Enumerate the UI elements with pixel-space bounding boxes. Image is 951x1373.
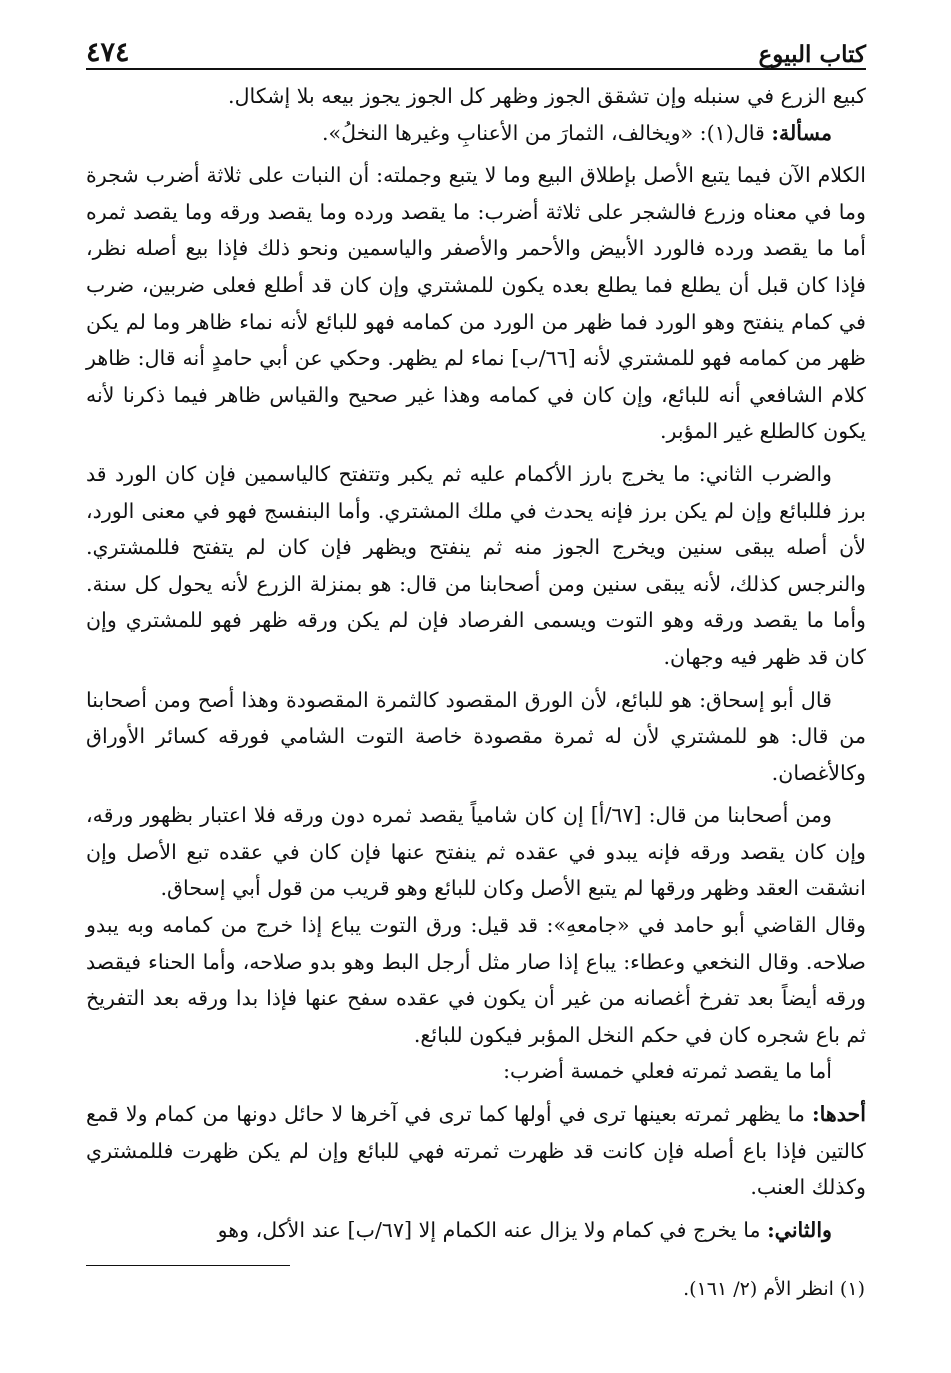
body-text bbox=[86, 78, 866, 1248]
paragraph bbox=[86, 682, 866, 792]
paragraph-lead: أحدها: bbox=[812, 1102, 866, 1127]
paragraph-text: والضرب الثاني: ما يخرج بارز الأكمام عليه ثم يكبر وتتفتح كالياسمين فإن كان الورد قد برز فللبائع وإن لم يكن برز فإنه يحدث في ملك المشتري. وأما البنفسج فهو في معنى الورد، لأن أصله يبقى سنين ويخرج الجوز منه ثم ينفتح ويظهر فإن كان لم يتفتح فللمشتري. والنرجس كذلك، لأنه يبقى سنين ومن أصحابنا من قال: هو بمنزلة الزرع لأنه يحول كل سنة. وأما ما يقصد ورقه وهو التوت ويسمى الفرصاد فإن لم يكن ورقه ظهر فهو للمشتري وإن كان قد ظهر فيه وجهان. bbox=[86, 461, 866, 669]
paragraph bbox=[86, 157, 866, 450]
running-header bbox=[86, 30, 866, 70]
paragraph-text: ومن أصحابنا من قال: [٦٧/أ] إن كان شامياً يقصد ثمره دون ورقه فلا اعتبار بظهور ورقه، وإن كان يقصد ورقه فإنه يبدو في عقده ثم ينفتح عنها فإن كان في عقده تبع الأصل وإن انشقت العقد وظهر ورقها لم يتبع الأصل وكان للبائع وهو قريب من قول أبي إسحاق. bbox=[86, 803, 866, 901]
paragraph-text: وقال القاضي أبو حامد في «جامعهِ»: قد قيل: ورق التوت يباع إذا خرج من كمامه وبه يبدو صلاحه. وقال النخعي وعطاء: يباع إذا صار مثل أرجل البط وهو بدو صلاحه، وأما الحناء فيقصد ورقه أيضاً بعد تفرخ أغصانه من غير أن يكون في عقده سفح عنها فإذا بدا ورقه بعد التفريخ ثم باع شجره كان في حكم النخل المؤبر فيكون للبائع. bbox=[86, 913, 866, 1047]
footnote-divider bbox=[86, 1265, 290, 1266]
paragraph bbox=[86, 797, 866, 907]
book-title: كتاب البيوع bbox=[758, 41, 866, 68]
paragraph bbox=[86, 907, 866, 1053]
paragraph-lead: والثاني: bbox=[767, 1217, 832, 1242]
paragraph bbox=[86, 1212, 866, 1249]
paragraph-text: ما يخرج في كمام ولا يزال عنه الكمام إلا [٦٧/ب] عند الأكل، وهو bbox=[217, 1217, 768, 1242]
paragraph-text: الكلام الآن فيما يتبع الأصل بإطلاق البيع وما لا يتبع وجملته: أن النبات على ثلاثة أضرب شجرة وما في معناه وزرع فالشجر على ثلاثة أضرب: ما يقصد ورده وما يقصد ورقه وما يقصد ثمره أما ما يقصد ورده فالورد الأبيض والأحمر والأصفر والياسمين ونحو ذلك فإذا بيع أصله نظر، فإذا كان قبل أن يطلع فما يطلع بعده يكون للمشتري وإن كان قد أطلع فعلى ضربين، ضرب في كمام ينفتح وهو الورد فما ظهر من الورد من كمامه فهو للبائع لأنه نماء ظاهر وما لم يكن ظهر من كمامه فهو للمشتري لأنه [٦٦/ب] نماء لم يظهر. وحكي عن أبي حامدٍ أنه قال: ظاهر كلام الشافعي أنه للبائع، وإن كان في كمامه وهذا غير صحيح والقياس ظاهر فيما ذكرنا لأنه يكون كالطلع غير المؤبر. bbox=[86, 163, 866, 444]
paragraph-text: قال(١): «ويخالف، الثمارَ من الأعنابِ وغيرها النخلُ». bbox=[321, 120, 772, 145]
paragraph bbox=[86, 115, 866, 152]
book-page bbox=[86, 30, 866, 1248]
paragraph-text: قال أبو إسحاق: هو للبائع، لأن الورق المقصود كالثمرة المقصودة وهذا أصح ومن أصحابنا من قال: هو للمشتري لأن له ثمرة مقصودة خاصة التوت الشامي فورقه كسائر الأوراق وكالأغصان. bbox=[86, 687, 866, 785]
paragraph bbox=[86, 1096, 866, 1206]
paragraph-text: ما يظهر ثمرته بعينها ترى في أولها كما ترى في آخرها لا حائل دونها من كمام ولا قمع كالتين فإذا باع أصله فإن كانت قد ظهرت ثمرته فهي للبائع وإن لم يكن ظهرت فللمشتري وكذلك العنب. bbox=[86, 1102, 866, 1200]
paragraph-lead: مسألة: bbox=[771, 120, 832, 145]
paragraph bbox=[86, 78, 866, 115]
page-number: ٤٧٤ bbox=[86, 37, 130, 68]
paragraph bbox=[86, 1053, 866, 1090]
footnote: (١) انظر الأم (٢/ ١٦١). bbox=[683, 1278, 865, 1300]
paragraph bbox=[86, 456, 866, 676]
paragraph-text: أما ما يقصد ثمرته فعلي خمسة أضرب: bbox=[503, 1059, 832, 1084]
paragraph-text: كبيع الزرع في سنبله وإن تشقق الجوز وظهر كل الجوز يجوز بيعه بلا إشكال. bbox=[228, 84, 866, 108]
